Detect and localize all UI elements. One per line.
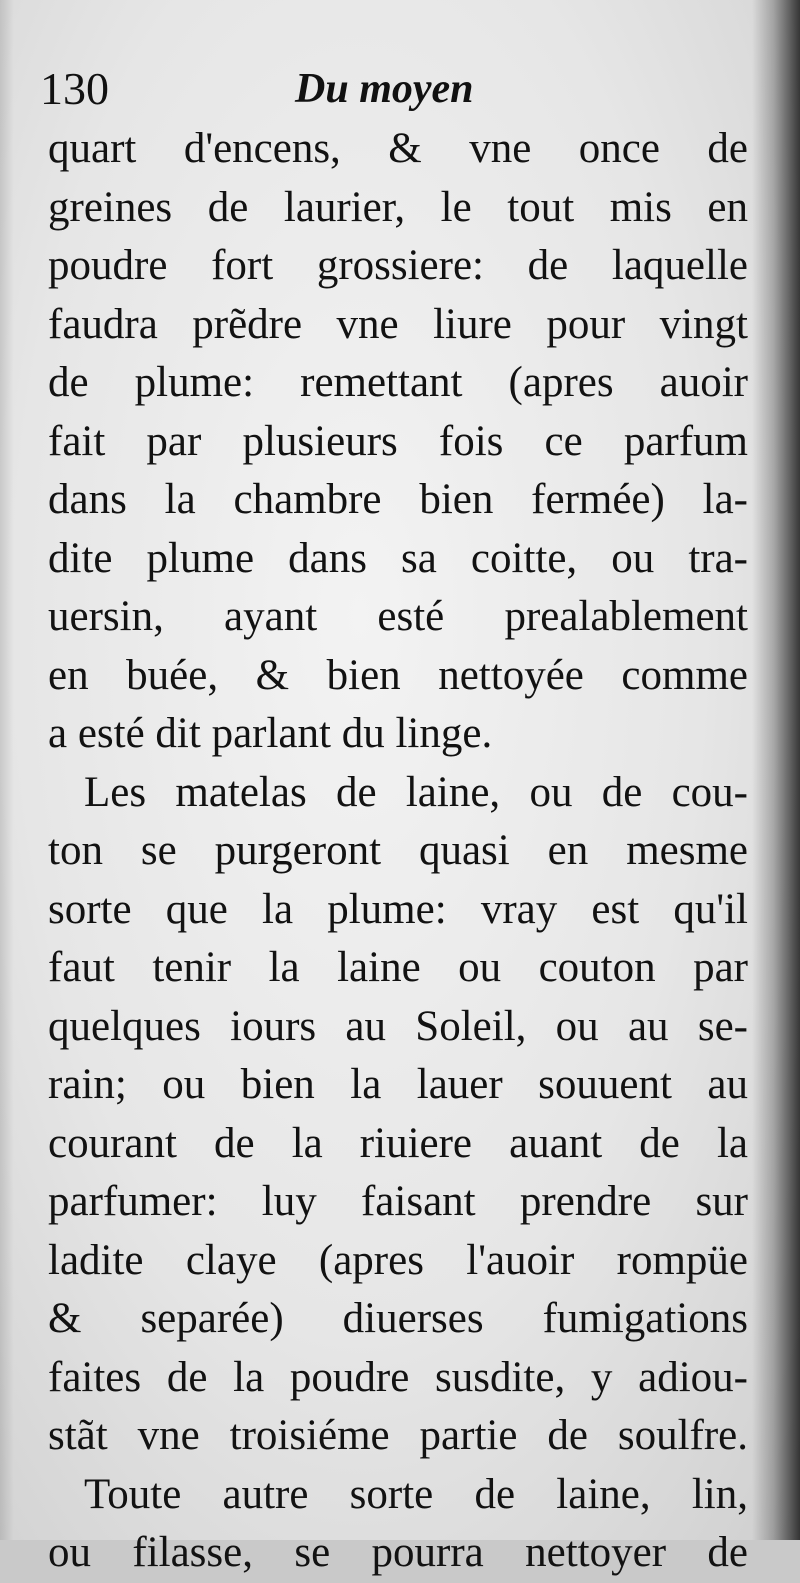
page-number: 130 [40, 63, 109, 114]
page-edge-shadow [0, 0, 14, 1540]
text-line: fait par plusieurs fois ce parfum [48, 417, 748, 465]
text-line: faut tenir la laine ou couton par [48, 944, 748, 991]
text-line: courant de la riuiere auant de la [48, 1119, 748, 1167]
text-line: quart d'encens, & vne once de [48, 125, 748, 172]
text-line: ladite claye (apres l'auoir rompüe [48, 1236, 748, 1284]
text-line: faites de la poudre susdite, y adiou- [48, 1353, 748, 1401]
text-line: quelques iours au Soleil, ou au se- [48, 1002, 748, 1050]
text-line: rain; ou bien la lauer souuent au [48, 1061, 748, 1108]
text-line: & separée) diuerses fumigations [48, 1295, 748, 1342]
text-line: ou filasse, se pourra nettoyer de [48, 1529, 748, 1576]
text-line: parfumer: luy faisant prendre sur [48, 1178, 748, 1225]
text-line: a esté dit parlant du linge. [48, 710, 493, 757]
text-line: dans la chambre bien fermée) la- [48, 476, 748, 523]
body-text [48, 120, 748, 1583]
page-header [40, 58, 740, 120]
text-line: dite plume dans sa coitte, ou tra- [48, 534, 748, 582]
gutter-shadow [752, 0, 800, 1540]
text-line: faudra prẽdre vne liure pour vingt [48, 300, 748, 348]
paragraph-first-line: Toute autre sorte de laine, lin, [84, 1470, 748, 1518]
text-line: uersin, ayant esté prealablement [48, 593, 748, 640]
running-title: Du moyen [295, 66, 474, 112]
text-line: en buée, & bien nettoyée comme [48, 651, 748, 699]
text-line: stãt vne troisiéme partie de soulfre. [48, 1412, 748, 1459]
text-line: ton se purgeront quasi en mesme [48, 827, 748, 874]
text-line: greines de laurier, le tout mis en [48, 183, 748, 231]
text-line: de plume: remettant (apres auoir [48, 359, 748, 406]
text-line: poudre fort grossiere: de laquelle [48, 242, 748, 289]
text-line: sorte que la plume: vray est qu'il [48, 885, 748, 933]
paragraph-first-line: Les matelas de laine, ou de cou- [84, 768, 748, 816]
